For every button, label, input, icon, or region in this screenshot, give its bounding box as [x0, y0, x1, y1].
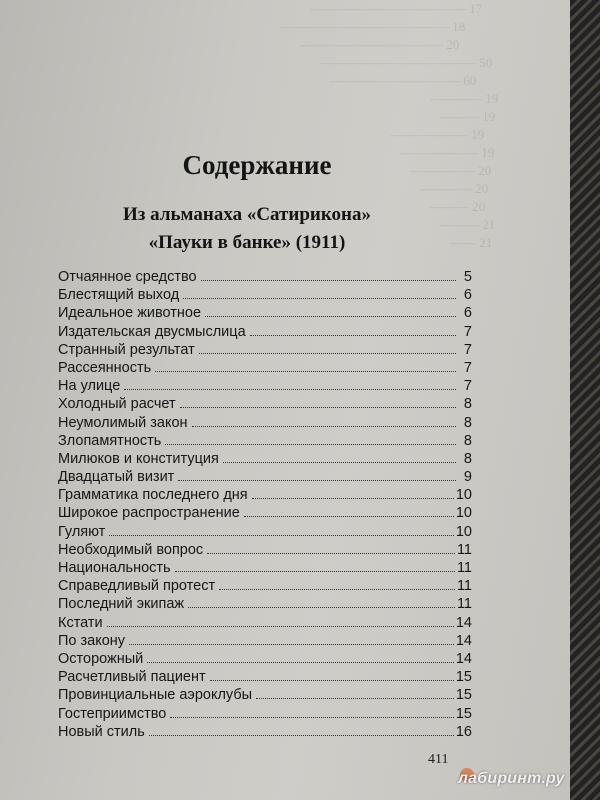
toc-entry-page: 14	[455, 632, 472, 649]
toc-entry-title: Гостеприимство	[58, 705, 167, 722]
dot-leader	[155, 370, 456, 372]
toc-entry-title: Кстати	[58, 614, 103, 631]
toc-entry-title: Гуляют	[58, 523, 106, 540]
dot-leader	[124, 388, 456, 390]
toc-entry-title: Справедливый протест	[58, 578, 216, 595]
toc-entry-page: 14	[455, 614, 472, 631]
toc-entry-page: 5	[463, 269, 472, 285]
toc-entry-page: 8	[463, 450, 472, 467]
dot-leader	[147, 661, 454, 663]
dot-leader	[219, 588, 455, 590]
toc-entry	[58, 541, 472, 559]
toc-entry-title: Блестящий выход	[58, 287, 180, 304]
toc-entry-title: Широкое распространение	[58, 505, 240, 522]
toc-entry	[58, 723, 472, 741]
toc-entry	[58, 614, 472, 632]
toc-entry-page: 11	[456, 541, 472, 558]
toc-entry	[58, 632, 472, 650]
dot-leader	[244, 515, 454, 517]
toc-entry-page: 7	[463, 341, 472, 358]
toc-entry-page: 9	[463, 469, 472, 486]
dot-leader	[207, 552, 455, 554]
toc-entry-title: На улице	[58, 378, 121, 395]
dot-leader	[180, 406, 456, 408]
toc-entry	[58, 323, 472, 341]
toc-entry-page: 6	[463, 305, 472, 322]
toc-entry-title: Неумолимый закон	[58, 414, 188, 431]
watermark: лабиринт.ру	[458, 770, 565, 787]
toc-entry-page: 7	[463, 323, 472, 340]
page-number: 411	[428, 752, 449, 767]
section-subtitle: «Пауки в банке» (1911)	[148, 232, 346, 253]
dot-leader	[205, 315, 456, 317]
show-through-text: ———————————— 17 ————————————— 18 ——————————— 20 ———————————— 50 —————————— 60 ———— 19 ——— 19 —————— 19 —————— 19 ————— 20 ———— 20 ——— 20 ——— 21 —— 21	[280, 1, 499, 250]
toc-entry-page: 8	[463, 414, 472, 431]
toc-entry	[58, 359, 472, 377]
toc-entry	[58, 414, 472, 432]
toc-entry	[58, 504, 472, 522]
toc-entry-title: Необходимый вопрос	[58, 541, 204, 558]
toc-entry-page: 11	[456, 560, 472, 576]
toc-entry	[58, 395, 472, 413]
toc-entry-title: Странный результат	[58, 341, 195, 358]
dot-leader	[250, 334, 456, 336]
toc-entry	[58, 668, 472, 686]
dot-leader	[109, 534, 454, 536]
toc-entry-page: 10	[455, 487, 472, 504]
dot-leader	[223, 461, 456, 463]
dot-leader	[183, 297, 456, 299]
toc-entry-title: Новый стиль	[58, 723, 145, 740]
toc-entry	[58, 559, 472, 577]
toc-entry-title: Идеальное животное	[58, 305, 202, 322]
toc-entry-title: Рассеянность	[58, 359, 152, 376]
toc-entry-page: 8	[463, 396, 472, 413]
dot-leader	[252, 497, 454, 499]
toc-entry-page: 7	[463, 359, 472, 376]
toc-entry-page: 10	[455, 523, 472, 540]
toc-entry-page: 8	[463, 432, 472, 449]
toc-entry	[58, 268, 472, 286]
toc-entry	[58, 377, 472, 395]
dot-leader	[199, 352, 456, 354]
toc-entry-page: 14	[455, 650, 472, 667]
dot-leader	[188, 606, 455, 608]
toc-entry-title: Осторожный	[58, 650, 144, 667]
toc-entry	[58, 650, 472, 668]
toc-entry-title: Милюков и конституция	[58, 450, 219, 467]
dot-leader	[178, 479, 456, 481]
toc-entry-title: Национальность	[58, 560, 171, 576]
toc-entry	[58, 595, 472, 613]
toc-entry-title: По закону	[58, 632, 126, 649]
toc-entry-page: 11	[456, 596, 472, 613]
toc-entry	[58, 577, 472, 595]
toc-entry	[58, 468, 472, 486]
dot-leader	[192, 425, 456, 427]
dot-leader	[129, 643, 454, 645]
section-title: Из альманаха «Сатирикона»	[123, 204, 371, 225]
dot-leader	[210, 679, 454, 681]
dot-leader	[165, 443, 456, 445]
toc-entry	[58, 486, 472, 504]
dot-leader	[175, 570, 455, 572]
toc-entry-title: Холодный расчет	[58, 396, 176, 413]
toc-entry-title: Провинциальные аэроклубы	[58, 687, 253, 704]
toc-entry	[58, 705, 472, 723]
toc-entry-title: Расчетливый пациент	[58, 669, 206, 686]
dot-leader	[149, 734, 454, 736]
toc-entry-title: Отчаянное средство	[58, 269, 197, 285]
toc-entry-page: 16	[455, 723, 472, 740]
toc-entry	[58, 432, 472, 450]
toc-entry-title: Двадцатый визит	[58, 469, 175, 486]
toc-entry-page: 15	[455, 705, 472, 722]
toc-entry-title: Последний экипаж	[58, 596, 185, 613]
toc-entry-page: 6	[463, 287, 472, 304]
toc-entry-title: Грамматика последнего дня	[58, 487, 248, 504]
toc-heading: Содержание	[182, 150, 332, 180]
toc-entry	[58, 450, 472, 468]
toc-entry-page: 15	[455, 669, 472, 686]
toc-entry	[58, 341, 472, 359]
toc-entry-page: 15	[455, 687, 472, 704]
toc-entry-title: Издательская двусмыслица	[58, 323, 246, 340]
toc-entry-title: Злопамятность	[58, 432, 162, 449]
toc-entry-page: 7	[463, 378, 472, 395]
dot-leader	[201, 279, 456, 281]
book-binding	[570, 0, 600, 800]
toc-entry-page: 10	[455, 505, 472, 522]
toc-list	[58, 268, 472, 741]
dot-leader	[256, 697, 454, 699]
toc-entry	[58, 286, 472, 304]
toc-entry	[58, 523, 472, 541]
dot-leader	[107, 625, 454, 627]
toc-entry	[58, 304, 472, 322]
toc-entry-page: 11	[456, 578, 472, 595]
toc-entry	[58, 686, 472, 704]
dot-leader	[170, 716, 454, 718]
